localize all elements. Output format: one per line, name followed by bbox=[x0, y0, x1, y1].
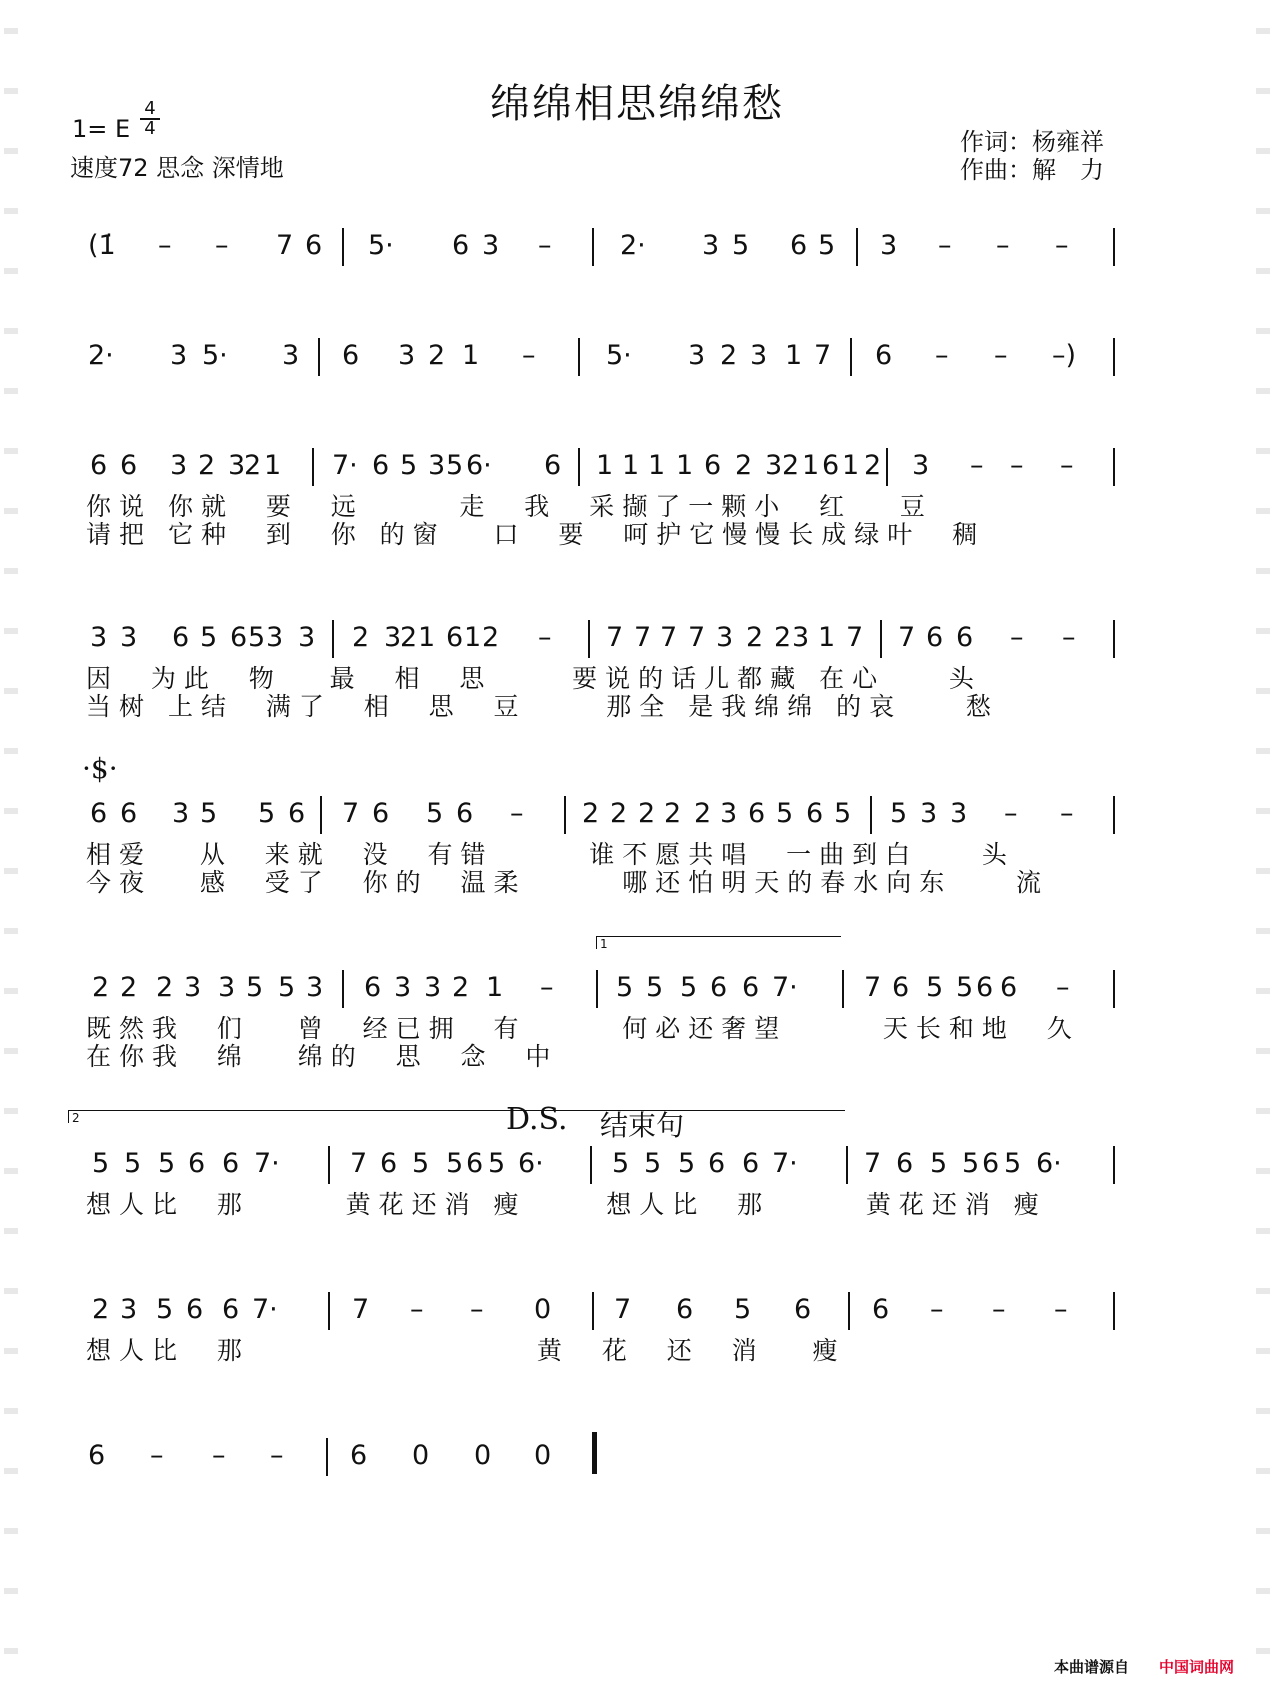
note: 7 bbox=[864, 972, 882, 1003]
note: 5 bbox=[956, 972, 974, 1003]
note: 7 bbox=[688, 622, 706, 653]
note: 3 bbox=[750, 340, 768, 371]
note: 5 bbox=[834, 798, 852, 829]
note: 5 bbox=[644, 1148, 662, 1179]
barline bbox=[1113, 228, 1115, 266]
note: – bbox=[970, 450, 984, 481]
note: 7 bbox=[352, 1294, 370, 1325]
barline bbox=[850, 338, 852, 376]
note: 7· bbox=[772, 972, 798, 1003]
note: 5 bbox=[412, 1148, 430, 1179]
note: 5 bbox=[612, 1148, 630, 1179]
barline bbox=[1113, 1292, 1115, 1330]
note: 2 bbox=[352, 622, 370, 653]
note: 6 bbox=[896, 1148, 914, 1179]
note: 7· bbox=[252, 1294, 278, 1325]
note: 3 bbox=[792, 622, 810, 653]
note: 7 bbox=[634, 622, 652, 653]
note: – bbox=[470, 1294, 484, 1325]
note: 3 bbox=[228, 450, 246, 481]
note: 6 bbox=[892, 972, 910, 1003]
note: 3 bbox=[120, 1294, 138, 1325]
lyric-line: 因 为此 物 最 相 思 要说的话儿都藏 在心 头 bbox=[86, 664, 982, 693]
lyricist-credit: 作词：杨雍祥 bbox=[960, 128, 1104, 156]
note: 5 bbox=[678, 1148, 696, 1179]
note: 3 bbox=[282, 340, 300, 371]
note: 3 bbox=[298, 622, 316, 653]
note: 5 bbox=[200, 798, 218, 829]
note: 6 bbox=[372, 450, 390, 481]
note: 6 bbox=[456, 798, 474, 829]
composer-credit: 作曲：解 力 bbox=[960, 156, 1104, 184]
barline bbox=[588, 620, 590, 658]
barline bbox=[1113, 970, 1115, 1008]
note: 5 bbox=[92, 1148, 110, 1179]
volta-1-bracket bbox=[596, 936, 841, 949]
coda-label: 结束句 bbox=[600, 1109, 685, 1142]
note: 7 bbox=[614, 1294, 632, 1325]
note: 6 bbox=[120, 450, 138, 481]
note: 6 bbox=[222, 1294, 240, 1325]
note: 7· bbox=[772, 1148, 798, 1179]
note: 6 bbox=[794, 1294, 812, 1325]
barline bbox=[1113, 1146, 1115, 1184]
barline bbox=[1113, 620, 1115, 658]
note: 5 bbox=[158, 1148, 176, 1179]
note: 6 bbox=[88, 1440, 106, 1471]
lyric-line: 请把 它种 到 你 的窗 口 要 呵护它慢慢长成绿叶 稠 bbox=[86, 520, 986, 549]
note: – bbox=[930, 1294, 944, 1325]
barline bbox=[596, 970, 598, 1008]
note: 5 bbox=[616, 972, 634, 1003]
note: 3 bbox=[120, 622, 138, 653]
note: 1 bbox=[818, 622, 836, 653]
note: 6 bbox=[90, 798, 108, 829]
note: 3 bbox=[90, 622, 108, 653]
note: 3 bbox=[716, 622, 734, 653]
note: 5· bbox=[606, 340, 632, 371]
note: 7· bbox=[254, 1148, 280, 1179]
note: 6· bbox=[466, 450, 492, 481]
note: 6 bbox=[710, 972, 728, 1003]
note: 3 bbox=[920, 798, 938, 829]
note: 6 bbox=[186, 1294, 204, 1325]
time-sig-top: 4 bbox=[140, 100, 160, 120]
note: – bbox=[158, 230, 172, 261]
lyric-line: 想人比 那 黄花还消 瘦 想人比 那 黄花还消 瘦 bbox=[86, 1190, 1047, 1219]
note: 1 bbox=[464, 622, 482, 653]
note: 5 bbox=[426, 798, 444, 829]
lyric-line: 今夜 感 受了 你的 温柔 哪还怕明天的春水向东 流 bbox=[86, 868, 1049, 897]
volta-1-number: 1 bbox=[600, 937, 608, 951]
note: 1 bbox=[418, 622, 436, 653]
note: 6 bbox=[976, 972, 994, 1003]
barline bbox=[1113, 448, 1115, 486]
note: 5 bbox=[818, 230, 836, 261]
note: 6 bbox=[452, 230, 470, 261]
note: – bbox=[935, 340, 949, 371]
note: 6 bbox=[364, 972, 382, 1003]
note: 6 bbox=[875, 340, 893, 371]
note: 2 bbox=[428, 340, 446, 371]
barline bbox=[846, 1146, 848, 1184]
note: 7 bbox=[342, 798, 360, 829]
note: 6 bbox=[676, 1294, 694, 1325]
note: 5 bbox=[246, 972, 264, 1003]
note: 3 bbox=[398, 340, 416, 371]
note: 2 bbox=[92, 1294, 110, 1325]
note: 3 bbox=[172, 798, 190, 829]
note: 5 bbox=[962, 1148, 980, 1179]
lyric-line: 你说 你就 要 远 走 我 采撷了一颗小 红 豆 bbox=[86, 492, 933, 521]
note: 5 bbox=[732, 230, 750, 261]
footer-site-link[interactable]: 中国词曲网 bbox=[1158, 1658, 1234, 1676]
note: 5· bbox=[202, 340, 228, 371]
note: – bbox=[992, 1294, 1006, 1325]
note: 5 bbox=[776, 798, 794, 829]
note: 3 bbox=[720, 798, 738, 829]
note: 5 bbox=[248, 622, 266, 653]
segno-mark: ·$· bbox=[82, 752, 118, 785]
note: 2 bbox=[610, 798, 628, 829]
note: 6 bbox=[466, 1148, 484, 1179]
note: 5 bbox=[488, 1148, 506, 1179]
key-signature bbox=[72, 115, 130, 143]
note: – bbox=[538, 622, 552, 653]
barline bbox=[880, 620, 882, 658]
note: 6 bbox=[822, 450, 840, 481]
note: 6 bbox=[222, 1148, 240, 1179]
note: 2 bbox=[582, 798, 600, 829]
barline bbox=[870, 796, 872, 834]
note: – bbox=[1056, 972, 1070, 1003]
note: – bbox=[510, 798, 524, 829]
note: 6 bbox=[90, 450, 108, 481]
note: 2 bbox=[198, 450, 216, 481]
note: 1 bbox=[264, 450, 282, 481]
note: 7 bbox=[276, 230, 294, 261]
lyric-line: 想人比 那 黄 花 还 消 瘦 bbox=[86, 1336, 846, 1365]
note: 1 bbox=[462, 340, 480, 371]
note: 6 bbox=[748, 798, 766, 829]
note: 1 bbox=[622, 450, 640, 481]
note: 1 bbox=[596, 450, 614, 481]
time-signature bbox=[140, 100, 160, 138]
note: 1 bbox=[648, 450, 666, 481]
note: 5· bbox=[368, 230, 394, 261]
note: 5 bbox=[926, 972, 944, 1003]
note: 3 bbox=[170, 340, 188, 371]
note: – bbox=[1055, 230, 1069, 261]
lyric-line: 既然我 们 曾 经已拥 有 何必还奢望 天长和地 久 bbox=[86, 1014, 1080, 1043]
note: 3 bbox=[218, 972, 236, 1003]
barline bbox=[320, 796, 322, 834]
note: 6 bbox=[742, 972, 760, 1003]
note: 6 bbox=[350, 1440, 368, 1471]
note: 7 bbox=[864, 1148, 882, 1179]
note: 7 bbox=[898, 622, 916, 653]
note: 2 bbox=[638, 798, 656, 829]
note: – bbox=[938, 230, 952, 261]
note: 6 bbox=[790, 230, 808, 261]
note: 0 bbox=[534, 1440, 552, 1471]
volta-2-number: 2 bbox=[72, 1111, 80, 1125]
note: 1 bbox=[842, 450, 860, 481]
note: 2 bbox=[92, 972, 110, 1003]
note: (1̇ bbox=[88, 230, 116, 261]
note: 6 bbox=[305, 230, 323, 261]
note: 7 bbox=[660, 622, 678, 653]
note: 1 bbox=[676, 450, 694, 481]
note: 0 bbox=[534, 1294, 552, 1325]
note: 2 bbox=[482, 622, 500, 653]
final-barline bbox=[592, 1432, 597, 1474]
barline bbox=[1113, 796, 1115, 834]
note: 5 bbox=[156, 1294, 174, 1325]
note: 7· bbox=[332, 450, 358, 481]
note: 5 bbox=[930, 1148, 948, 1179]
volta-2-bracket bbox=[68, 1110, 845, 1123]
note: 3 bbox=[170, 450, 188, 481]
note: 2 bbox=[782, 450, 800, 481]
note: – bbox=[538, 230, 552, 261]
barline bbox=[578, 448, 580, 486]
note: 1 bbox=[802, 450, 820, 481]
barline bbox=[856, 228, 858, 266]
note: 2 bbox=[120, 972, 138, 1003]
barline bbox=[592, 1292, 594, 1330]
barline bbox=[886, 448, 888, 486]
barline bbox=[326, 1438, 328, 1476]
note: – bbox=[1060, 450, 1074, 481]
note: 6 bbox=[956, 622, 974, 653]
note: 6 bbox=[872, 1294, 890, 1325]
note: – bbox=[1004, 798, 1018, 829]
note: 6 bbox=[742, 1148, 760, 1179]
note: 3 bbox=[482, 230, 500, 261]
note: 7 bbox=[350, 1148, 368, 1179]
note: 5 bbox=[124, 1148, 142, 1179]
note: 3 bbox=[880, 230, 898, 261]
lyric-line: 相爱 从 来就 没 有错 谁不愿共唱 一曲到白 头 bbox=[86, 840, 1015, 869]
note: 5 bbox=[734, 1294, 752, 1325]
lyric-line: 当树 上结 满了 相 思 豆 那全 是我绵绵 的哀 愁 bbox=[86, 692, 999, 721]
note: 3 bbox=[912, 450, 930, 481]
note: 5 bbox=[890, 798, 908, 829]
right-watermark-strip bbox=[1256, 0, 1270, 1691]
note: – bbox=[1054, 1294, 1068, 1325]
note: 0 bbox=[412, 1440, 430, 1471]
note: 5 bbox=[200, 622, 218, 653]
note: – bbox=[994, 340, 1008, 371]
note: 0 bbox=[474, 1440, 492, 1471]
note: 7 bbox=[606, 622, 624, 653]
note: 5 bbox=[258, 798, 276, 829]
left-watermark-strip bbox=[4, 0, 18, 1691]
key-label: 1= E bbox=[72, 115, 131, 143]
barline bbox=[564, 796, 566, 834]
note: 6 bbox=[806, 798, 824, 829]
barline bbox=[342, 970, 344, 1008]
note: –) bbox=[1052, 340, 1077, 371]
note: 6 bbox=[288, 798, 306, 829]
note: 2 bbox=[774, 622, 792, 653]
note: 2 bbox=[664, 798, 682, 829]
barline bbox=[312, 448, 314, 486]
note: – bbox=[996, 230, 1010, 261]
barline bbox=[328, 1146, 330, 1184]
song-title: 绵绵相思绵绵愁 bbox=[490, 81, 784, 127]
barline bbox=[590, 1146, 592, 1184]
barline bbox=[342, 228, 344, 266]
note: 6 bbox=[342, 340, 360, 371]
note: 2· bbox=[620, 230, 646, 261]
note: – bbox=[1010, 622, 1024, 653]
footer-label: 本曲谱源自 bbox=[1053, 1658, 1129, 1676]
note: 6 bbox=[982, 1148, 1000, 1179]
barline bbox=[842, 970, 844, 1008]
note: 2 bbox=[156, 972, 174, 1003]
note: 6 bbox=[230, 622, 248, 653]
note: 7 bbox=[814, 340, 832, 371]
note: – bbox=[215, 230, 229, 261]
note: 5 bbox=[446, 1148, 464, 1179]
barline bbox=[328, 1292, 330, 1330]
note: 6 bbox=[380, 1148, 398, 1179]
time-sig-bottom: 4 bbox=[144, 118, 156, 139]
note: 6 bbox=[446, 622, 464, 653]
note: 2 bbox=[452, 972, 470, 1003]
note: 6 bbox=[926, 622, 944, 653]
note: 2 bbox=[400, 622, 418, 653]
barline bbox=[592, 228, 594, 266]
note: 2 bbox=[864, 450, 882, 481]
note: 3 bbox=[306, 972, 324, 1003]
note: 1 bbox=[486, 972, 504, 1003]
note: – bbox=[150, 1440, 164, 1471]
note: – bbox=[1062, 622, 1076, 653]
barline bbox=[1113, 338, 1115, 376]
note: 1 bbox=[785, 340, 803, 371]
note: 3 bbox=[428, 450, 446, 481]
note: 3 bbox=[950, 798, 968, 829]
note: 3 bbox=[394, 972, 412, 1003]
note: – bbox=[1010, 450, 1024, 481]
note: 6 bbox=[1000, 972, 1018, 1003]
note: – bbox=[1060, 798, 1074, 829]
barline bbox=[578, 338, 580, 376]
barline bbox=[318, 338, 320, 376]
lyric-line: 在你我 绵 绵的 思 念 中 bbox=[86, 1042, 559, 1071]
tempo-mood: 速度72 思念 深情地 bbox=[70, 154, 284, 182]
note: 2· bbox=[88, 340, 114, 371]
note: 3 bbox=[702, 230, 720, 261]
note: 6 bbox=[704, 450, 722, 481]
note: 5 bbox=[400, 450, 418, 481]
note: 5 bbox=[680, 972, 698, 1003]
note: 3 bbox=[384, 622, 402, 653]
note: 6 bbox=[372, 798, 390, 829]
barline bbox=[332, 620, 334, 658]
note: 2 bbox=[735, 450, 753, 481]
note: 3 bbox=[266, 622, 284, 653]
note: 3 bbox=[184, 972, 202, 1003]
note: 6 bbox=[172, 622, 190, 653]
note: 6· bbox=[1036, 1148, 1062, 1179]
note: 6 bbox=[120, 798, 138, 829]
note: 3 bbox=[765, 450, 783, 481]
note: – bbox=[540, 972, 554, 1003]
note: 6 bbox=[708, 1148, 726, 1179]
note: 7 bbox=[846, 622, 864, 653]
note: 2 bbox=[244, 450, 262, 481]
note: – bbox=[212, 1440, 226, 1471]
note: 5 bbox=[646, 972, 664, 1003]
note: 3 bbox=[424, 972, 442, 1003]
note: 2 bbox=[720, 340, 738, 371]
ds-mark: D.S. bbox=[506, 1102, 568, 1137]
note: – bbox=[410, 1294, 424, 1325]
note: 2 bbox=[694, 798, 712, 829]
note: 5 bbox=[446, 450, 464, 481]
note: 5 bbox=[1004, 1148, 1022, 1179]
note: 6 bbox=[188, 1148, 206, 1179]
note: 5 bbox=[278, 972, 296, 1003]
note: 2 bbox=[746, 622, 764, 653]
barline bbox=[848, 1292, 850, 1330]
note: – bbox=[270, 1440, 284, 1471]
note: 6· bbox=[518, 1148, 544, 1179]
note: 3 bbox=[688, 340, 706, 371]
note: 6 bbox=[544, 450, 562, 481]
note: – bbox=[522, 340, 536, 371]
